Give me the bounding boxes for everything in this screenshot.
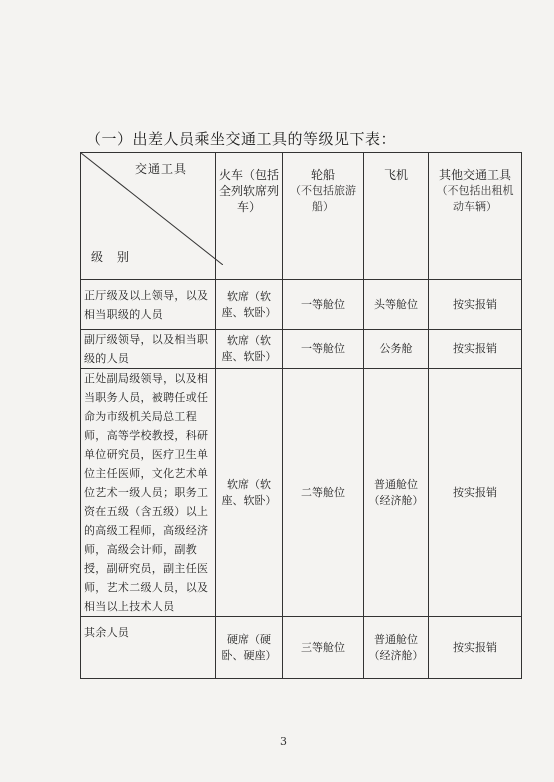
plane-cell: 公务舱 (364, 330, 429, 369)
level-cell: 副厅级领导，以及相当职级的人员 (81, 330, 216, 369)
transport-grade-table (80, 152, 522, 679)
ship-cell: 三等舱位 (283, 617, 364, 679)
column-header-other: 其他交通工具 （不包括出租机动车辆） (429, 153, 522, 280)
table-row (81, 617, 522, 679)
level-cell: 正厅级及以上领导，以及相当职级的人员 (81, 280, 216, 330)
table-row (81, 280, 522, 330)
ship-cell: 二等舱位 (283, 369, 364, 617)
train-cell: 硬席（硬卧、硬座） (216, 617, 283, 679)
level-cell: 其余人员 (81, 617, 216, 679)
other-cell: 按实报销 (429, 280, 522, 330)
page-number: 3 (280, 735, 287, 748)
other-cell: 按实报销 (429, 330, 522, 369)
ship-cell: 一等舱位 (283, 330, 364, 369)
ship-cell: 一等舱位 (283, 280, 364, 330)
section-heading: （一）出差人员乘坐交通工具的等级见下表： (86, 130, 397, 148)
diagonal-corner-cell (81, 153, 216, 280)
train-cell: 软席（软座、软卧） (216, 280, 283, 330)
column-header-ship: 轮船 （不包括旅游船） (283, 153, 364, 280)
level-cell: 正处副局级领导，以及相当职务人员，被聘任或任命为市级机关局总工程师，高等学校教授，科研单位研究员，医疗卫生单位主任医师，文化艺术单位艺术一级人员；职务工资在五级（含五级）以上的高级工程师，高级经济师，高级会计师，副教授，副研究员，副主任医师，艺术二级人员，以及相当以上技术人员 (81, 369, 216, 617)
column-header-train: 火车（包括全列软席列车） (216, 153, 283, 280)
plane-cell: 头等舱位 (364, 280, 429, 330)
corner-top-label: 交通工具 (134, 162, 187, 176)
column-header-plane: 飞机 (364, 153, 429, 280)
other-cell: 按实报销 (429, 617, 522, 679)
table-header-row (81, 153, 522, 280)
table-row (81, 369, 522, 617)
other-cell: 按实报销 (429, 369, 522, 617)
corner-bottom-label: 级别 (91, 250, 144, 264)
plane-cell: 普通舱位（经济舱） (364, 369, 429, 617)
table-row (81, 330, 522, 369)
train-cell: 软席（软座、软卧） (216, 330, 283, 369)
plane-cell: 普通舱位（经济舱） (364, 617, 429, 679)
train-cell: 软席（软座、软卧） (216, 369, 283, 617)
